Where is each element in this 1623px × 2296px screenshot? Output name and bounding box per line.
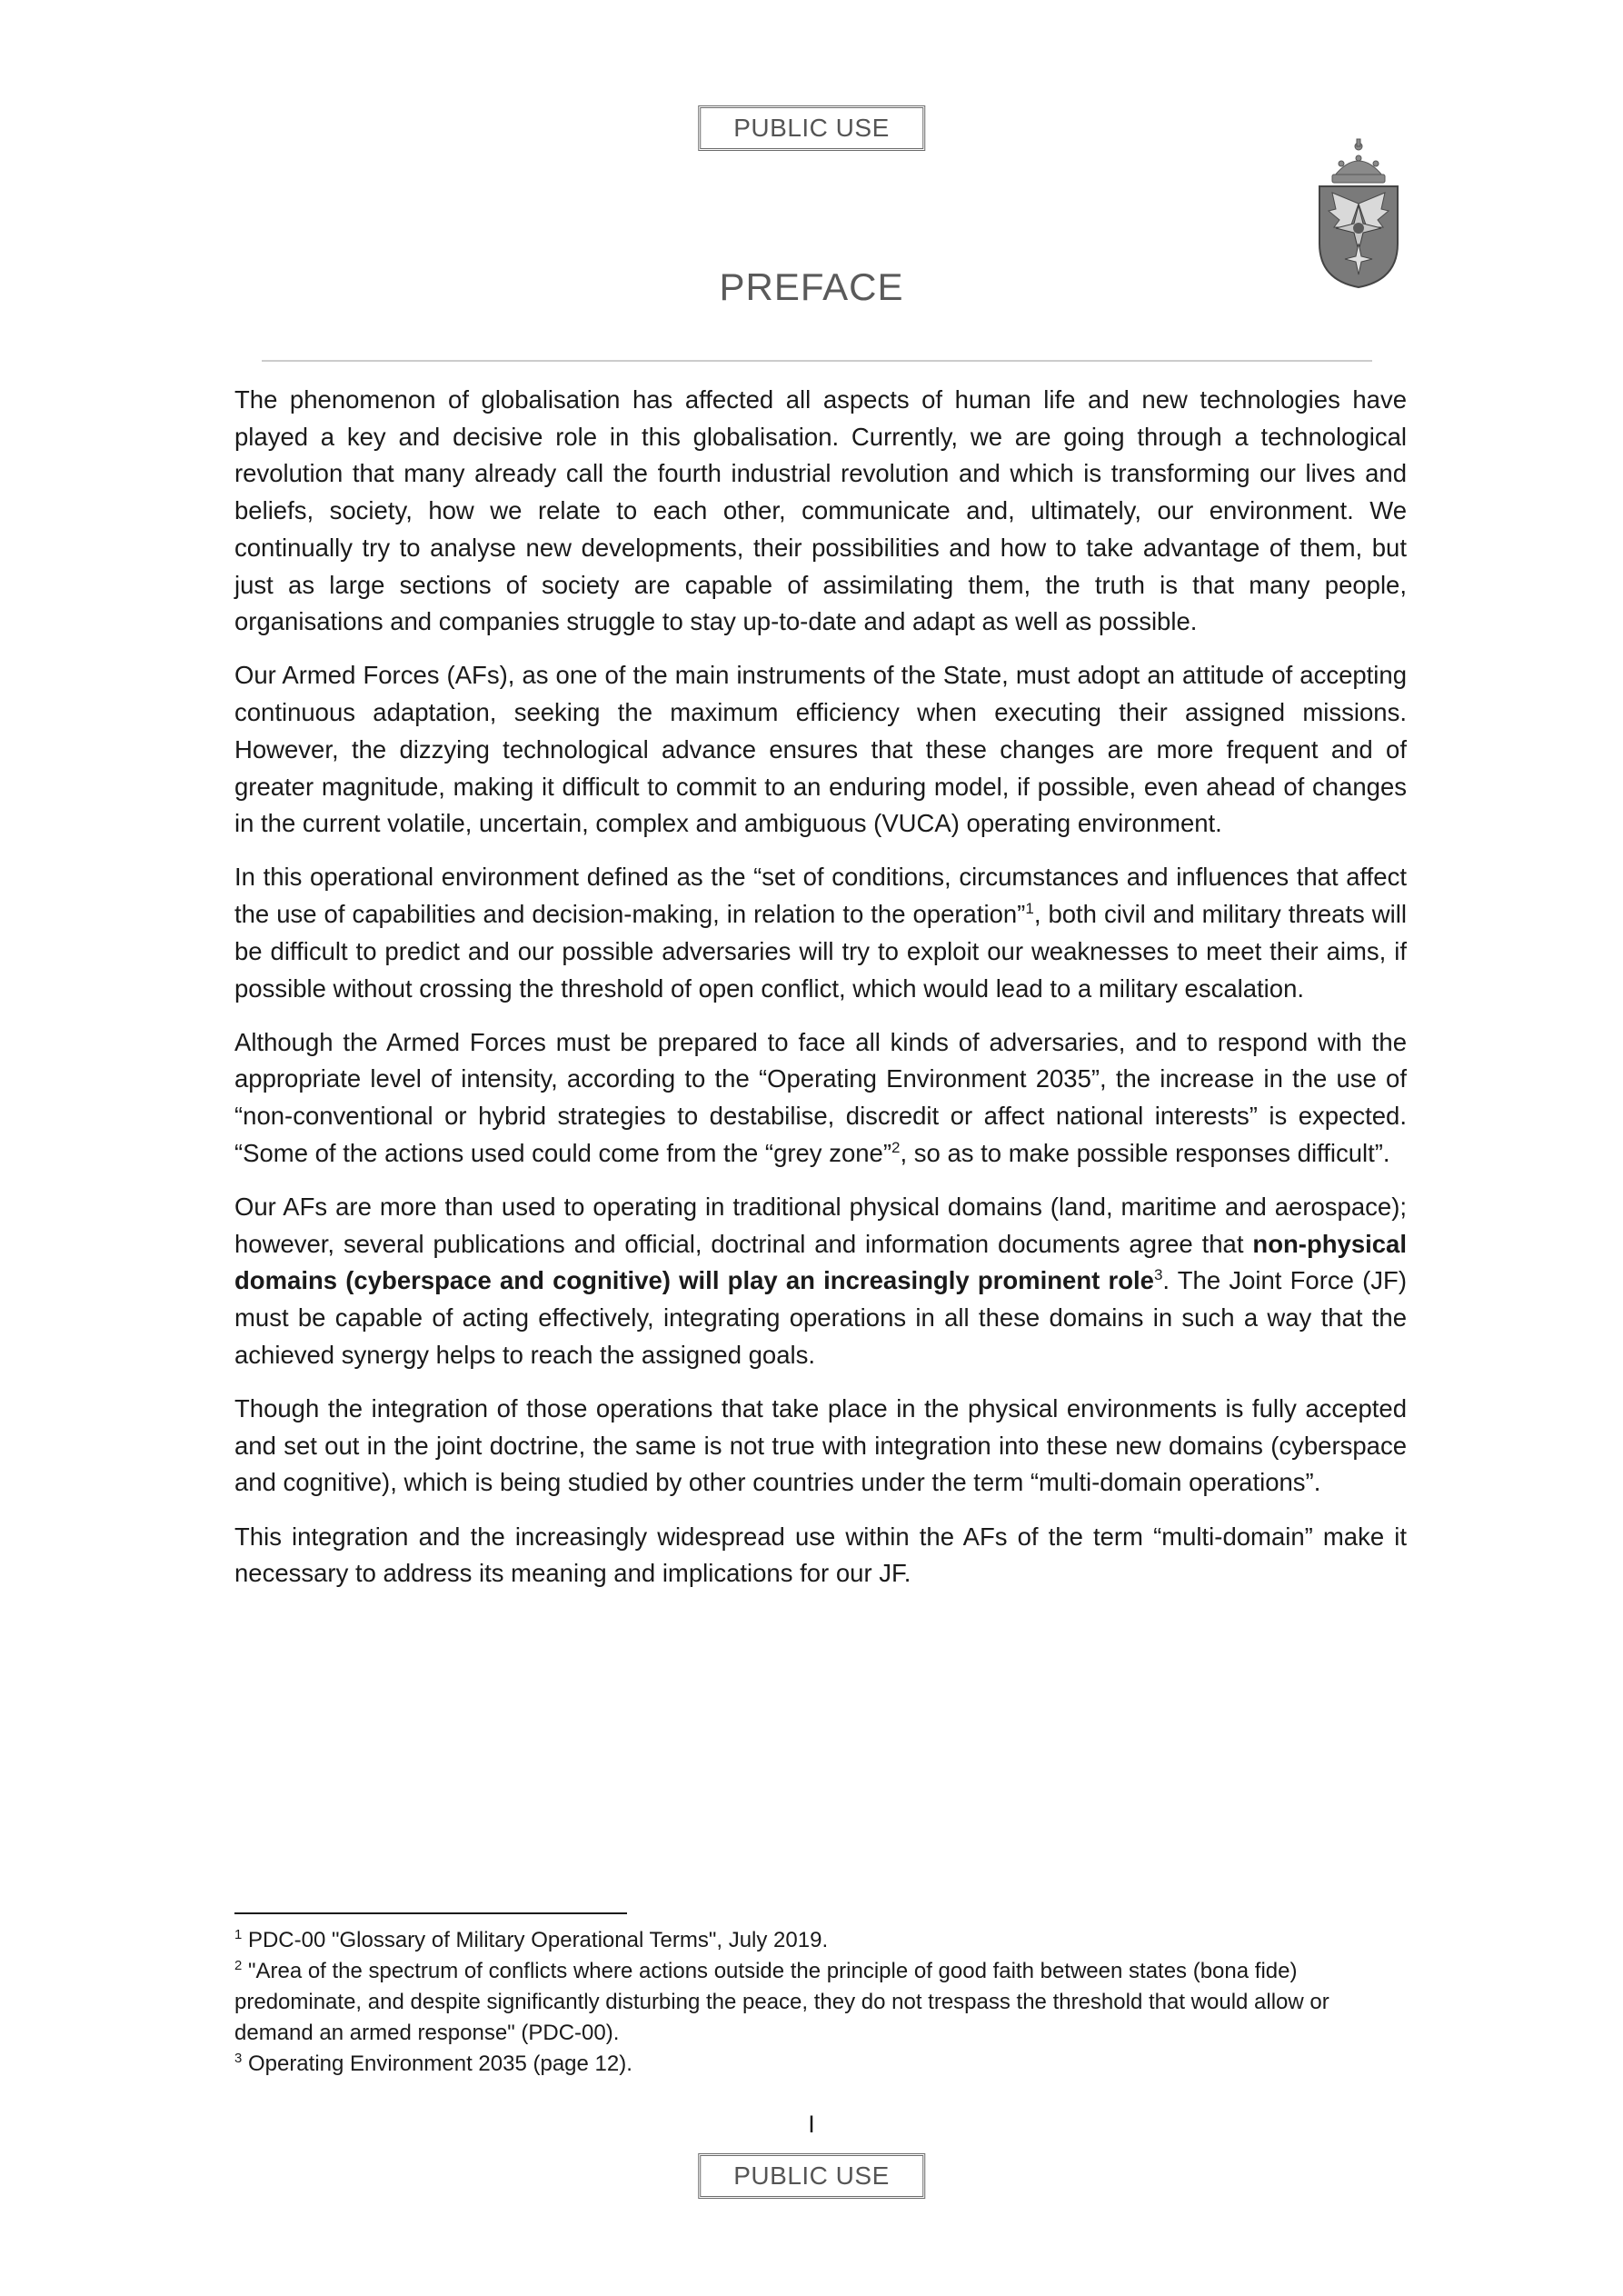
paragraph [234,382,1407,641]
footnote-text: Operating Environment 2035 (page 12). [242,2051,632,2076]
text-run: This integration and the increasingly widespread use within the AFs of the term “multi-domain” make it necessary to address its meaning and implications for our JF. [234,1522,1407,1588]
paragraph [234,657,1407,843]
text-run: Our Armed Forces (AFs), as one of the main instruments of the State, must adopt an attitude of accepting continuous adaptation, seeking the maximum efficiency when executing their assigned missions. However, the dizzying technological advance ensures that these changes are more frequent and of greater magnitude, making it difficult to commit to an enduring model, if possible, even ahead of changes in the current volatile, uncertain, complex and ambiguous (VUCA) operating environment. [234,661,1407,838]
footnote-ref: 3 [1153,1266,1163,1284]
bold-phrase: non-physical domains (cyberspace and cognitive) will play an increasingly prominent role [234,1229,1407,1295]
text-run: Although the Armed Forces must be prepared to face all kinds of adversaries, and to respond with the appropriate level of intensity, according to the “Operating Environment 2035”, the increase in the use of “non-conventional or hybrid strategies to destabilise, discredit or affect national interests” is expected. “Some of the actions used could come from the “grey zone” [234,1027,1407,1167]
paragraph [234,859,1407,1007]
footnote [234,1956,1407,2049]
footnote-separator [234,1912,627,1914]
text-run: . The Joint Force (JF) must be capable of acting effectively, integrating operations in all these domains in such a way that the achieved synergy helps to reach the assigned goals. [234,1266,1407,1369]
text-run: Though the integration of those operations that take place in the physical environments is fully accepted and set out in the joint doctrine, the same is not true with integration into these new domains (cyberspace and cognitive), which is being studied by other countries under the term “multi-domain operations”. [234,1394,1407,1497]
footnote-ref: 1 [1025,899,1034,917]
footnote-number: 3 [234,2051,243,2066]
text-run: Our AFs are more than used to operating in traditional physical domains (land, maritime and aerospace); however, several publications and official, doctrinal and information documents agree that [234,1193,1407,1258]
footnote-text: PDC-00 "Glossary of Military Operational Terms", July 2019. [242,1928,829,1952]
footnote-number: 1 [234,1928,243,1942]
footnote [234,1925,1407,1956]
text-run: , both civil and military threats will be difficult to predict and our possible adversaries will try to exploit our weaknesses to meet their aims, if possible without crossing the threshold of open conflict, which would lead to a military escalation. [234,900,1407,1003]
classification-header: PUBLIC USE [698,105,925,151]
footnote-number: 2 [234,1959,243,1973]
text-run: In this operational environment defined as the “set of conditions, circumstances and influences that affect the use of capabilities and decision-making, in relation to the operation” [234,863,1407,929]
classification-footer: PUBLIC USE [698,2153,925,2199]
page-title: PREFACE [719,265,904,308]
footnote-text: "Area of the spectrum of conflicts where actions outside the principle of good faith between states (bona fide) predominate, and despite significantly disturbing the peace, they do not trespass the threshold that would allow or demand an armed response" (PDC-00). [234,1959,1329,2045]
text-run: , so as to make possible responses difficult”. [900,1138,1390,1167]
title-divider [262,360,1372,362]
footnotes [234,1925,1407,2080]
paragraph [234,1024,1407,1173]
paragraph [234,1189,1407,1374]
paragraph [234,1391,1407,1502]
footnote-ref: 2 [891,1138,901,1156]
page-number: I [808,2111,815,2138]
footnote [234,2049,1407,2080]
preface-body [234,382,1407,1610]
text-run: The phenomenon of globalisation has affected all aspects of human life and new technologies have played a key and decisive role in this globalisation. Currently, we are going through a technological revolution that many already call the fourth industrial revolution and which is transforming our lives and beliefs, society, how we relate to each other, communicate and, ultimately, our environment. We continually try to analyse new developments, their possibilities and how to take advantage of them, but just as large sections of society are capable of assimilating them, the truth is that many people, organisations and companies struggle to stay up-to-date and adapt as well as possible. [234,385,1407,636]
paragraph [234,1519,1407,1592]
